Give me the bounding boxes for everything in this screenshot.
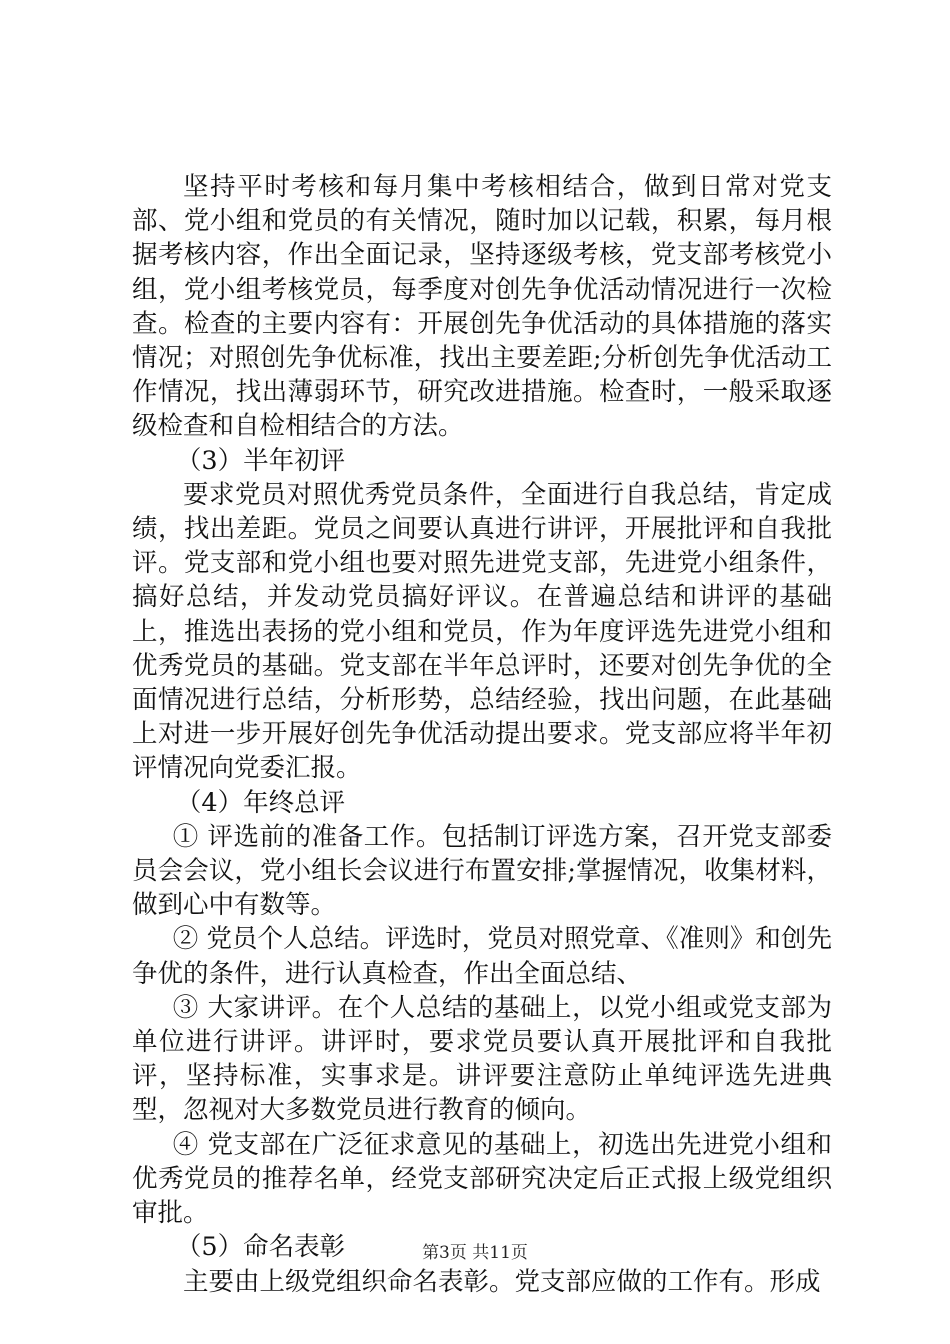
list-item-personal-summary: ② 党员个人总结。评选时，党员对照党章、《准则》和创先争优的条件，进行认真检查，作出全面总结、 [132, 924, 832, 989]
list-item-preparation: ① 评选前的准备工作。包括制订评选方案，召开党支部委员会会议，党小组长会议进行布置安排;掌握情况，收集材料，做到心中有数等。 [132, 821, 832, 921]
paragraph-half-year-review: 要求党员对照优秀党员条件，全面进行自我总结，肯定成绩，找出差距。党员之间要认真进行讲评，开展批评和自我批评。党支部和党小组也要对照先进党支部，先进党小组条件，搞好总结，并发动党员搞好评议。在普遍总结和讲评的基础上，推选出表扬的党小组和党员，作为年度评选先进党小组和优秀党员的基础。党支部在半年总评时，还要对创先争优的全面情况进行总结，分析形势，总结经验，找出问题，在此基础上对进一步开展好创先争优活动提出要求。党支部应将半年初评情况向党委汇报。 [132, 479, 832, 784]
page-number-footer: 第3页 共11页 [422, 1243, 528, 1263]
section-heading-commendation: （5）命名表彰 [175, 1232, 346, 1263]
section-heading-half-year-review: （3）半年初评 [175, 445, 346, 476]
paragraph-assessment: 坚持平时考核和每月集中考核相结合，做到日常对党支部、党小组和党员的有关情况，随时加以记载，积累，每月根据考核内容，作出全面记录，坚持逐级考核，党支部考核党小组，党小组考核党员，每季度对创先争优活动情况进行一次检查。检查的主要内容有：开展创先争优活动的具体措施的落实情况；对照创先争优标准，找出主要差距;分析创先争优活动工作情况，找出薄弱环节，研究改进措施。检查时，一般采取逐级检查和自检相结合的方法。 [132, 172, 832, 442]
list-item-recommendation: ④ 党支部在广泛征求意见的基础上，初选出先进党小组和优秀党员的推荐名单，经党支部研究决定后正式报上级党组织审批。 [132, 1129, 832, 1229]
list-item-group-evaluation: ③ 大家讲评。在个人总结的基础上，以党小组或党支部为单位进行讲评。讲评时，要求党员要认真开展批评和自我批评，坚持标准，实事求是。讲评要注意防止单纯评选先进典型，忽视对大多数党员进行教育的倾向。 [132, 992, 832, 1126]
paragraph-commendation: 主要由上级党组织命名表彰。党支部应做的工作有。形成 [183, 1266, 821, 1297]
section-heading-year-end-review: （4）年终总评 [175, 787, 346, 818]
body-text [132, 170, 832, 1299]
